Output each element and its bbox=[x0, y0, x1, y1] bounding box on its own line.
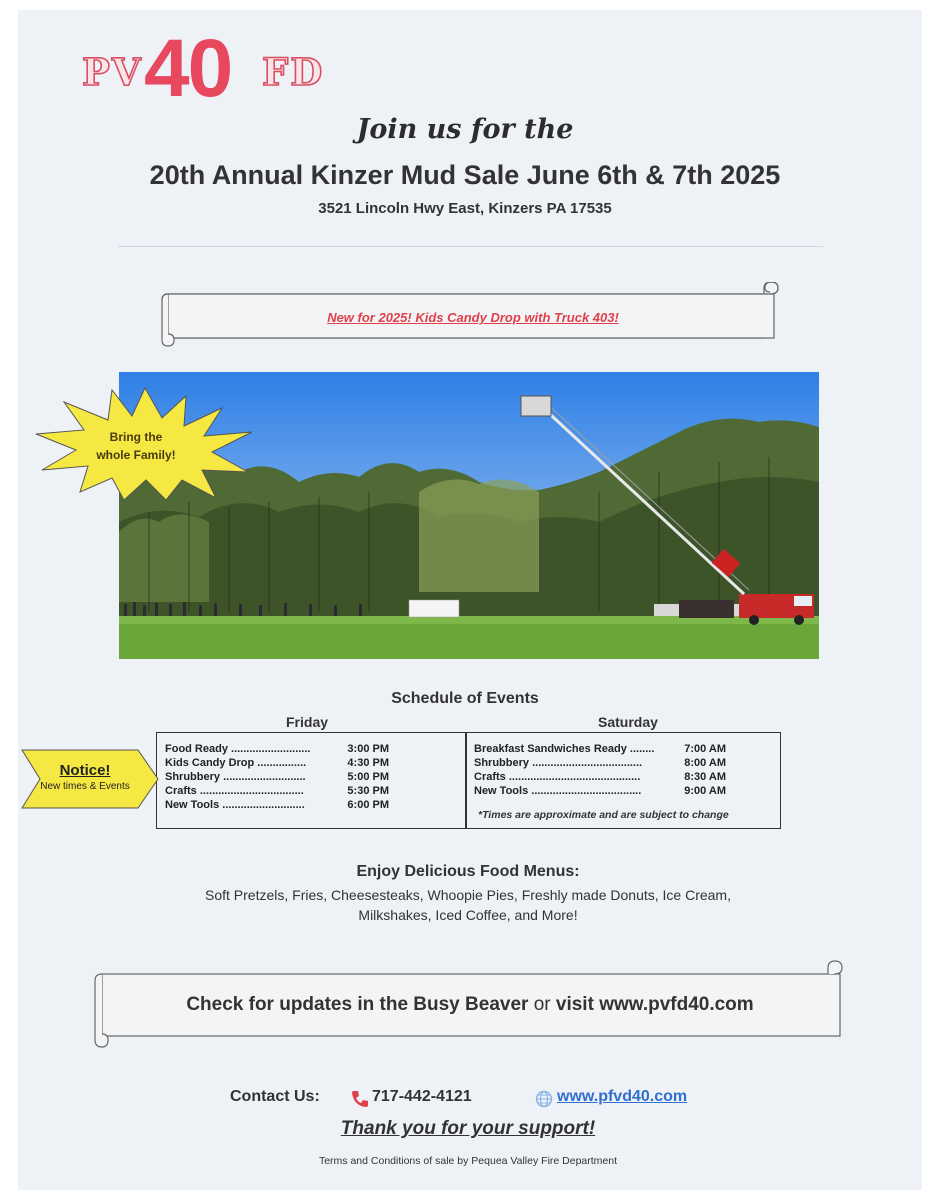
phone-icon bbox=[350, 1089, 370, 1109]
terms-text: Terms and Conditions of sale by Pequea Valley Fire Department bbox=[318, 1155, 618, 1167]
logo-text-pv: PV bbox=[82, 50, 143, 94]
updates-part-1: Check for updates in the Busy Beaver bbox=[186, 994, 529, 1015]
logo-number: 40 bbox=[144, 23, 232, 114]
schedule-row: New Tools .................................... 9:00 AM bbox=[474, 785, 726, 797]
schedule-row: New Tools ........................... 6:00 PM bbox=[165, 799, 389, 811]
friday-label: Friday bbox=[286, 714, 329, 730]
schedule-row: Crafts .................................. 5:30 PM bbox=[165, 785, 389, 797]
event-address: 3521 Lincoln Hwy East, Kinzers PA 17535 bbox=[318, 200, 612, 217]
contact-phone[interactable]: 717-442-4121 bbox=[372, 1088, 472, 1105]
schedule-row: Shrubbery .................................... 8:00 AM bbox=[474, 757, 726, 769]
tagline: Join us for the bbox=[356, 114, 574, 145]
schedule-title: Schedule of Events bbox=[391, 690, 539, 707]
event-title: 20th Annual Kinzer Mud Sale June 6th & 7th 2025 bbox=[149, 160, 781, 190]
pvfd-logo bbox=[82, 23, 327, 114]
updates-part-2: or bbox=[533, 994, 551, 1015]
schedule-row: Breakfast Sandwiches Ready ........ 7:00 AM bbox=[474, 743, 726, 755]
schedule-row: Food Ready .......................... 3:00 PM bbox=[165, 743, 389, 755]
friday-schedule bbox=[165, 742, 389, 812]
schedule-row: Shrubbery ........................... 5:00 PM bbox=[165, 771, 389, 783]
globe-icon bbox=[535, 1090, 553, 1108]
new-feature-banner: New for 2025! Kids Candy Drop with Truck 403! bbox=[327, 310, 619, 325]
updates-part-3: visit www.pvfd40.com bbox=[555, 994, 754, 1015]
food-line-2: Milkshakes, Iced Coffee, and More! bbox=[358, 907, 578, 923]
burst-text bbox=[88, 428, 184, 464]
thank-you-message: Thank you for your support! bbox=[340, 1118, 596, 1139]
burst-line-2: whole Family! bbox=[96, 448, 176, 462]
food-list bbox=[160, 885, 776, 925]
updates-message bbox=[100, 994, 840, 1016]
saturday-label: Saturday bbox=[598, 714, 658, 730]
saturday-schedule bbox=[474, 742, 726, 798]
notice-title: Notice! bbox=[59, 762, 111, 779]
notice-text bbox=[30, 762, 140, 792]
burst-line-1: Bring the bbox=[109, 430, 163, 444]
schedule-divider bbox=[465, 732, 467, 829]
schedule-row: Kids Candy Drop ................ 4:30 PM bbox=[165, 757, 389, 769]
logo-text-fd: FD bbox=[262, 50, 325, 94]
food-line-1: Soft Pretzels, Fries, Cheesesteaks, Whoopie Pies, Freshly made Donuts, Ice Cream, bbox=[205, 887, 731, 903]
schedule-row: Crafts ........................................... 8:30 AM bbox=[474, 771, 726, 783]
divider bbox=[118, 246, 823, 247]
notice-subtitle: New times & Events bbox=[40, 781, 130, 792]
schedule-note: *Times are approximate and are subject to change bbox=[478, 809, 729, 821]
contact-website-link[interactable]: www.pfvd40.com bbox=[557, 1088, 688, 1105]
food-title: Enjoy Delicious Food Menus: bbox=[356, 863, 580, 880]
contact-label: Contact Us: bbox=[230, 1088, 320, 1105]
